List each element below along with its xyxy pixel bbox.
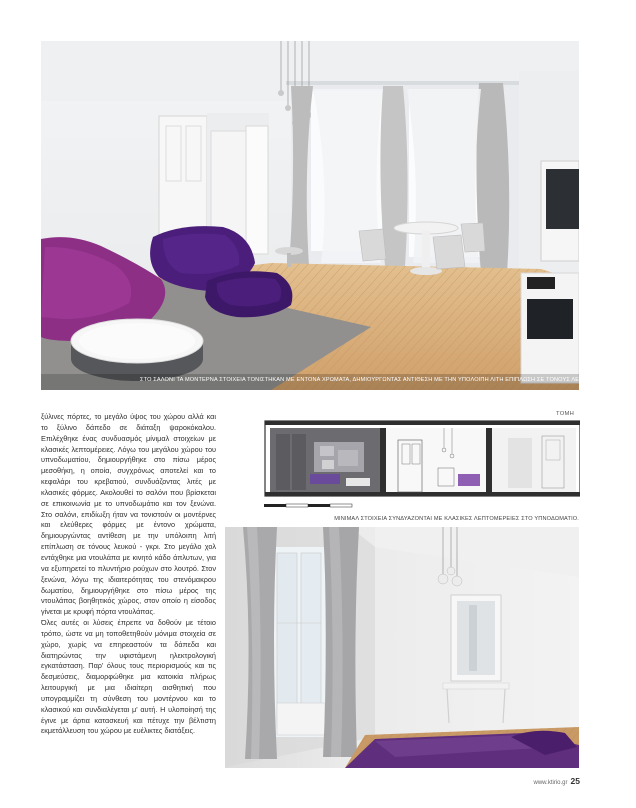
article-paragraph: ξύλινες πόρτες, το μεγάλο ύψος του χώρου αλλά και το ξύλινο δάπεδο σε διάταξη ψαροκόκαλου. Επιλέχθηκε ένας συνδυασμός μίνιμαλ στοιχείων με κλασικές λεπτομέρειες. Λόγω του μεγάλου χώρου του υπνοδωματίου, δημιουργήθηκε στο πίσω μέρος μεσοθήκη, η οποία, συγχρόνως αποτελεί και το κεφαλάρι του κρεβατιού, συνδυάζοντας λιτές με κλασικές φόρμες. Ακολουθεί το σαλόνι που βρίσκεται σε επικοινωνία με το υπνοδωμάτιο και τον ξενώνα. Στο σαλόνι, επιδίωξη ήταν να τονιστούν οι μοντέρνες και ελεύθερες φόρμες με έντονο χρώματα, δημιουργώντας αντίθεση με την υπόλοιπη λιτή επίπλωση σε τόνους λευκού - γκρι. Στο μεγάλο χολ εντάχθηκε μια ντουλάπα με κινητό κάδο άπλυτων, για να εξυπηρετεί το πλυντήριο ρούχων στο λουτρό. Στον ξενώνα, λόγω της ιδιαιτερότητας του στενόμακρου δωματίου, δημιουργήθηκε στο πίσω μέρος της ντουλάπας βοηθητικός χώρος, στον οποίο η είσοδος γίνεται με κρυφή πόρτα ντουλάπας. — [41, 412, 216, 617]
article-paragraph: Όλες αυτές οι λύσεις έπρεπε να δοθούν με τέτοιο τρόπο, ώστε να μη τοποθετηθούν μόνιμα στοιχεία σε χώρο, χωρίς να επηρεαστούν τα δάπεδα και διατηρώντας την υφιστάμενη ηλεκτρολογική εγκατάσταση. Παρ' όλους τους περιορισμούς και τις δεσμεύσεις, διαμορφώθηκε μια κατοικία πλήρως λειτουργική με μια ιδιαίτερη αισθητική που υπογραμμίζει τη σύνθεση του μοντέρνου και το κλασικού και συνδιαλέγεται μ' αυτή. Η υλοποίησή της έγινε με άρτια κατασκευή και πέτυχε την βέλτιστη εκμετάλλευση του χώρου με ευέλικτες διατάξεις. — [41, 618, 216, 736]
page-footer — [510, 776, 580, 786]
top-photo-caption: ΣΤΟ ΣΑΛΟΝΙ ΤΑ ΜΟΝΤΕΡΝΑ ΣΤΟΙΧΕΙΑ ΤΟΝΙΣΤΗΚΑΝ ΜΕ ΕΝΤΟΝΑ ΧΡΩΜΑΤΑ, ΔΗΜΙΟΥΡΓΩΝΤΑΣ ΑΝΤΙΘΕΣΗ ΜΕ ΤΗΝ ΥΠΟΛΟΙΠΗ ΛΙΤΗ ΕΠΙΠΛΩΣΗ ΣΕ ΤΟΝΟΥΣ ΛΕΥΚΟΥ - ΓΚΡΙ. — [140, 377, 615, 383]
section-drawing-label: ΤΟΜΗ — [556, 411, 575, 417]
scale-bar — [262, 498, 382, 508]
page-number: 25 — [570, 776, 580, 786]
section-drawing — [262, 418, 580, 498]
section-drawing-caption: ΜΙΝΙΜΑΛ ΣΤΟΙΧΕΙΑ ΣΥΝΔΥΑΖΟΝΤΑΙ ΜΕ ΚΛΑΣΙΚΕΣ ΛΕΠΤΟΜΕΡΕΙΕΣ ΣΤΟ ΥΠΝΟΔΩΜΑΤΙΟ. — [334, 516, 579, 522]
article-body — [41, 412, 216, 767]
living-room-photo — [41, 41, 615, 390]
footer-site: www.ktirio.gr — [533, 780, 568, 786]
bedroom-photo — [225, 527, 579, 768]
